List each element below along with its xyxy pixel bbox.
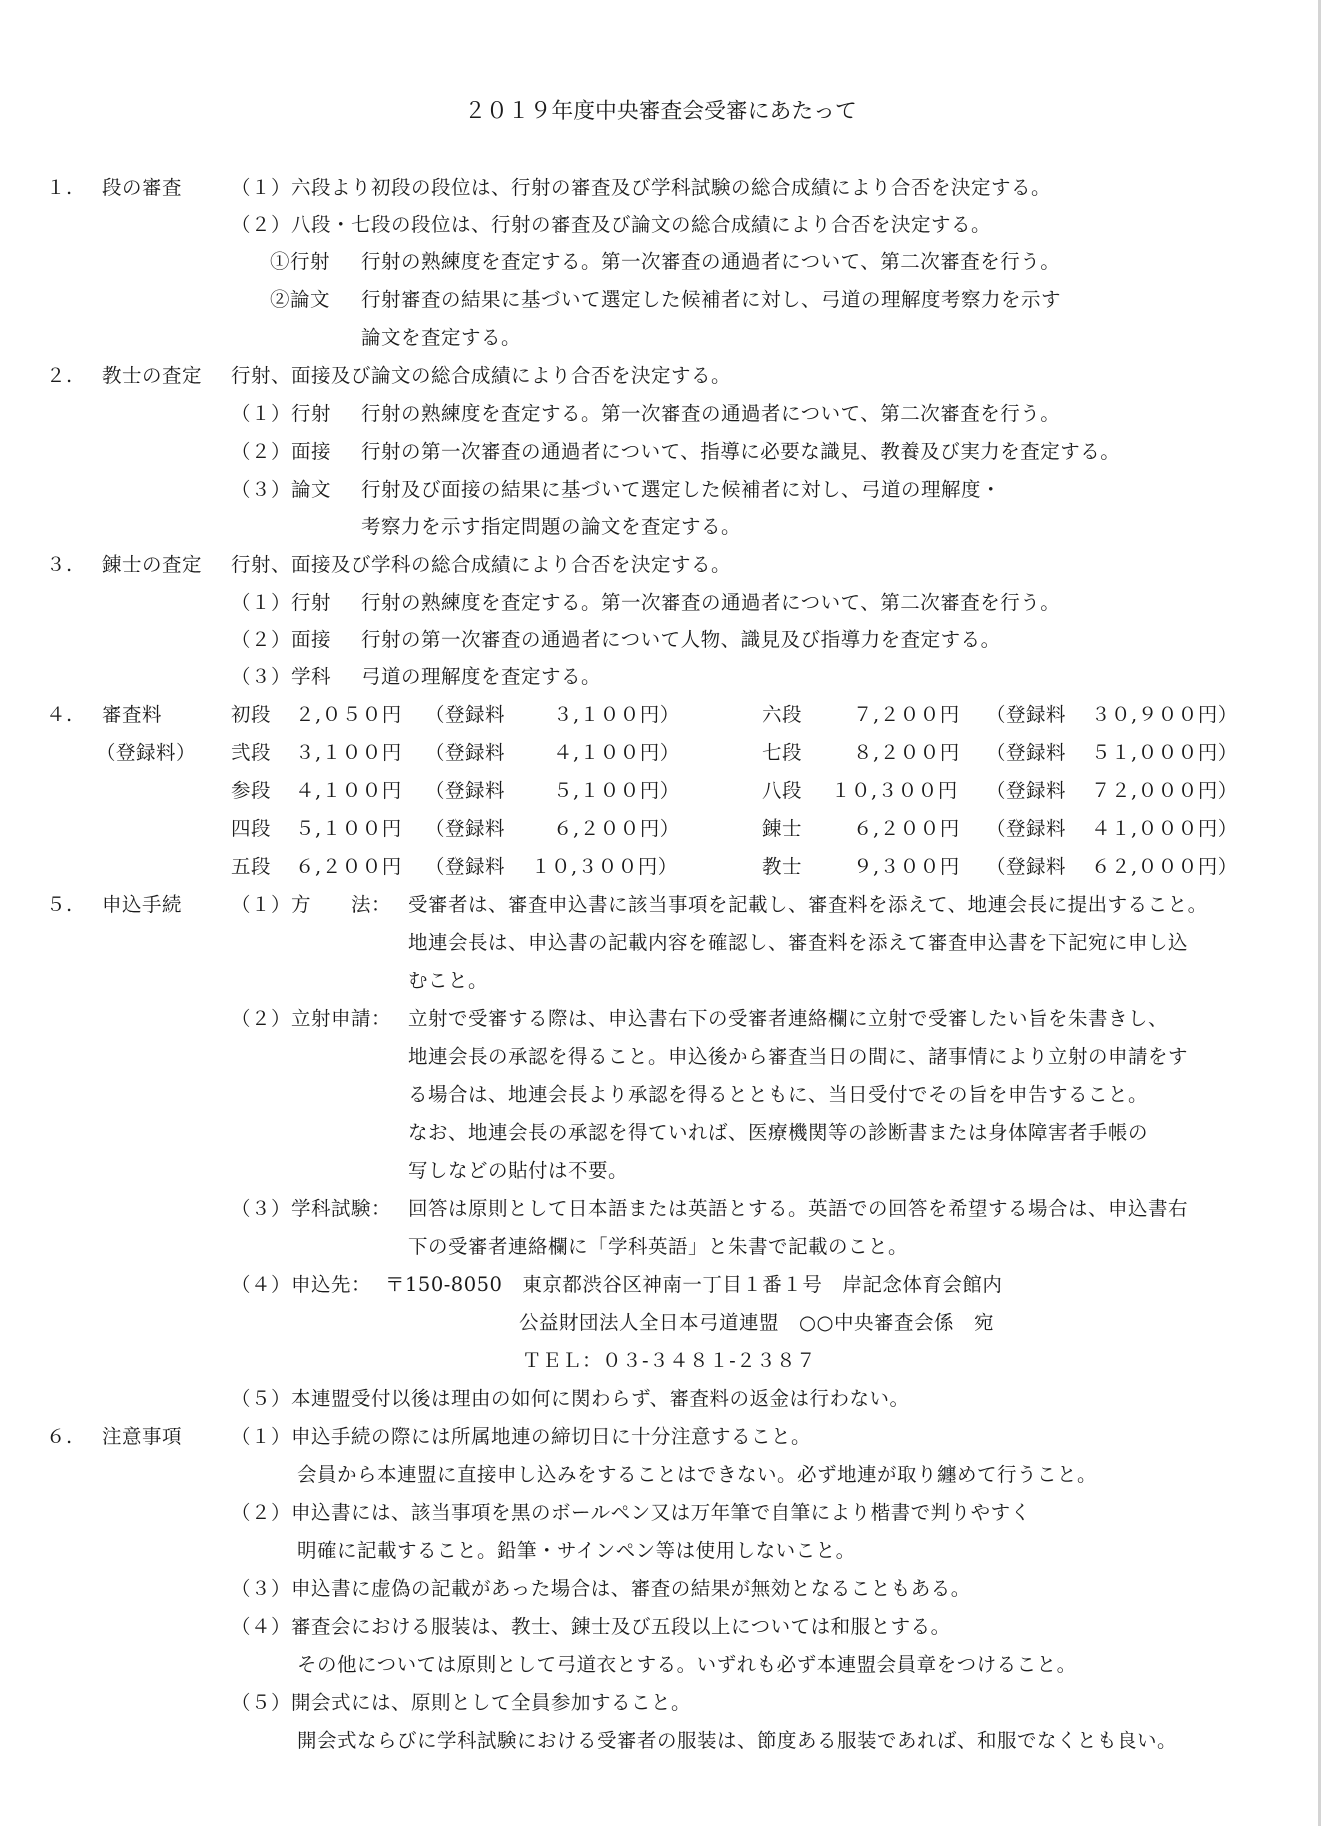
section-3-item-2-text: 行射の第一次審査の通過者について人物、識見及び指導力を査定する。 (361, 628, 1001, 651)
section-1-heading: 段の審査 (102, 176, 183, 199)
section-2-item-3-label: （３）論文 (231, 478, 332, 501)
fee-left-rank: 五段 (231, 855, 272, 878)
section-1-item-2: （２）八段・七段の段位は、行射の審査及び論文の総合成績により合否を決定する。 (231, 213, 992, 236)
fee-left-amount: ３,１００円 (295, 741, 402, 764)
section-2-item-3-continuation: 考察力を示す指定問題の論文を査定する。 (361, 515, 742, 538)
fee-left-rank: 弐段 (231, 741, 272, 764)
section-1-sub-2-label: ②論文 (270, 288, 331, 311)
section-6-item-4-continuation: その他については原則として弓道衣とする。いずれも必ず本連盟会員章をつけること。 (297, 1653, 1077, 1676)
postal-address: 〒150-8050 東京都渋谷区神南一丁目１番１号 岸記念体育会館内 (385, 1273, 1003, 1296)
section-5-item-2-line: 立射で受審する際は、申込書右下の受審者連絡欄に立射で受審したい旨を朱書きし、 (408, 1007, 1169, 1030)
section-2-number: ２. (46, 364, 73, 387)
section-5-item-3-line: 下の受審者連絡欄に「学科英語」と朱書で記載のこと。 (408, 1235, 909, 1258)
section-5-item-5: （５）本連盟受付以後は理由の如何に関わらず、審査料の返金は行わない。 (231, 1387, 910, 1410)
fee-left-rank: 参段 (231, 779, 272, 802)
fee-right-reg-label: （登録料 (986, 779, 1067, 802)
fee-right-rank: 七段 (762, 741, 803, 764)
section-1-item-1: （１）六段より初段の段位は、行射の審査及び学科試験の総合成績により合否を決定する。 (231, 176, 1052, 199)
section-2-lead: 行射、面接及び論文の総合成績により合否を決定する。 (231, 364, 732, 387)
fee-right-reg-amount: ６２,０００円） (1091, 855, 1238, 878)
fee-right-reg-amount: ５１,０００円） (1091, 741, 1238, 764)
fee-right-rank: 錬士 (762, 817, 803, 840)
section-3-heading: 錬士の査定 (102, 553, 203, 576)
fee-right-amount: ６,２００円 (853, 817, 960, 840)
section-3-item-3-text: 弓道の理解度を査定する。 (361, 665, 602, 688)
fee-left-rank: 初段 (231, 703, 272, 726)
fee-left-reg-label: （登録料 (425, 855, 506, 878)
fee-right-reg-amount: ７２,０００円） (1091, 779, 1238, 802)
fee-left-reg-label: （登録料 (425, 703, 506, 726)
fee-right-rank: 教士 (762, 855, 803, 878)
section-6-item-5-continuation: 開会式ならびに学科試験における受審者の服装は、節度ある服装であれば、和服でなくとも良い。 (297, 1729, 1178, 1752)
section-1-sub-2-text: 行射審査の結果に基づいて選定した候補者に対し、弓道の理解度考察力を示す (361, 288, 1062, 311)
section-6-heading: 注意事項 (102, 1425, 183, 1448)
section-1-sub-1-text: 行射の熟練度を査定する。第一次審査の通過者について、第二次審査を行う。 (361, 250, 1061, 273)
fee-right-amount: １０,３００円 (831, 779, 958, 802)
section-2-heading: 教士の査定 (102, 364, 203, 387)
section-2-item-1-text: 行射の熟練度を査定する。第一次審査の通過者について、第二次審査を行う。 (361, 402, 1061, 425)
section-5-item-1-line: 地連会長は、申込書の記載内容を確認し、審査料を添えて審査申込書を下記宛に申し込 (408, 931, 1189, 954)
fee-right-reg-label: （登録料 (986, 855, 1067, 878)
fee-left-reg-amount: ３,１００円） (553, 703, 680, 726)
fee-right-rank: 八段 (762, 779, 803, 802)
section-5-item-2-line: る場合は、地連会長より承認を得るとともに、当日受付でその旨を申告すること。 (408, 1083, 1149, 1106)
section-6-item-5: （５）開会式には、原則として全員参加すること。 (231, 1691, 692, 1714)
section-3-number: ３. (46, 553, 73, 576)
fee-left-amount: ５,１００円 (295, 817, 402, 840)
fee-right-reg-label: （登録料 (986, 741, 1067, 764)
section-2-item-1-label: （１）行射 (231, 402, 332, 425)
fee-left-amount: ２,０５０円 (295, 703, 402, 726)
fee-left-reg-amount: ５,１００円） (553, 779, 680, 802)
section-4-heading: 審査料 (102, 703, 163, 726)
fee-left-reg-label: （登録料 (425, 817, 506, 840)
fee-left-amount: ６,２００円 (295, 855, 402, 878)
section-5-item-4-label: （４）申込先： (231, 1273, 372, 1296)
fee-left-reg-amount: １０,３００円） (531, 855, 678, 878)
section-5-item-3-line: 回答は原則として日本語または英語とする。英語での回答を希望する場合は、申込書右 (408, 1197, 1189, 1220)
document-title: ２０１９年度中央審査会受審にあたって (464, 99, 857, 124)
section-2-item-3-text: 行射及び面接の結果に基づいて選定した候補者に対し、弓道の理解度・ (361, 478, 1002, 501)
fee-left-amount: ４,１００円 (295, 779, 402, 802)
fee-right-reg-amount: ４１,０００円） (1091, 817, 1238, 840)
section-5-item-1-line: 受審者は、審査申込書に該当事項を記載し、審査料を添えて、地連会長に提出すること。 (408, 893, 1208, 916)
fee-right-amount: ８,２００円 (853, 741, 960, 764)
section-3-lead: 行射、面接及び学科の総合成績により合否を決定する。 (231, 553, 732, 576)
recipient-organization: 公益財団法人全日本弓道連盟 ○○中央審査会係 宛 (519, 1311, 995, 1334)
section-6-item-1-continuation: 会員から本連盟に直接申し込みをすることはできない。必ず地連が取り纏めて行うこと。 (297, 1463, 1098, 1486)
fee-right-reg-label: （登録料 (986, 817, 1067, 840)
section-5-item-3-label: （３）学科試験： (231, 1197, 392, 1220)
section-2-item-2-label: （２）面接 (231, 440, 332, 463)
section-5-heading: 申込手続 (102, 893, 183, 916)
fee-left-reg-amount: ６,２００円） (553, 817, 680, 840)
section-5-item-2-line: 写しなどの貼付は不要。 (408, 1159, 629, 1182)
telephone-number: ＴＥＬ：０３-３４８１-２３８７ (522, 1349, 817, 1372)
section-1-sub-1-label: ①行射 (270, 250, 331, 273)
section-5-item-2-label: （２）立射申請： (231, 1007, 392, 1030)
fee-right-reg-amount: ３０,９００円） (1091, 703, 1238, 726)
fee-right-amount: ７,２００円 (853, 703, 960, 726)
section-6-item-2-continuation: 明確に記載すること。鉛筆・サインペン等は使用しないこと。 (297, 1539, 856, 1562)
section-5-number: ５. (46, 893, 73, 916)
section-5-item-1-line: むこと。 (408, 969, 489, 992)
section-6-item-4: （４）審査会における服装は、教士、錬士及び五段以上については和服とする。 (231, 1615, 951, 1638)
fee-left-reg-label: （登録料 (425, 741, 506, 764)
section-5-item-2-line: なお、地連会長の承認を得ていれば、医療機関等の診断書または身体障害者手帳の (408, 1121, 1149, 1144)
section-1-number: １. (46, 176, 73, 199)
section-3-item-1-text: 行射の熟練度を査定する。第一次審査の通過者について、第二次審査を行う。 (361, 591, 1061, 614)
section-6-item-2: （２）申込書には、該当事項を黒のボールペン又は万年筆で自筆により楷書で判りやすく (231, 1501, 1031, 1524)
fee-left-reg-label: （登録料 (425, 779, 506, 802)
fee-right-rank: 六段 (762, 703, 803, 726)
section-2-item-2-text: 行射の第一次審査の通過者について、指導に必要な識見、教養及び実力を査定する。 (361, 440, 1121, 463)
fee-left-rank: 四段 (231, 817, 272, 840)
fee-left-reg-amount: ４,１００円） (553, 741, 680, 764)
section-4-number: ４. (46, 703, 73, 726)
fee-right-reg-label: （登録料 (986, 703, 1067, 726)
section-1-sub-2-continuation: 論文を査定する。 (361, 326, 522, 349)
section-6-number: ６. (46, 1425, 73, 1448)
section-6-item-3: （３）申込書に虚偽の記載があった場合は、審査の結果が無効となることもある。 (231, 1577, 971, 1600)
section-4-subheading: （登録料） (96, 741, 197, 764)
section-5-item-1-label: （１）方 法： (231, 893, 392, 916)
section-3-item-1-label: （１）行射 (231, 591, 332, 614)
section-3-item-3-label: （３）学科 (231, 665, 332, 688)
section-3-item-2-label: （２）面接 (231, 628, 332, 651)
section-5-item-2-line: 地連会長の承認を得ること。申込後から審査当日の間に、諸事情により立射の申請をす (408, 1045, 1189, 1068)
fee-right-amount: ９,３００円 (853, 855, 960, 878)
section-6-item-1: （１）申込手続の際には所属地連の締切日に十分注意すること。 (231, 1425, 812, 1448)
